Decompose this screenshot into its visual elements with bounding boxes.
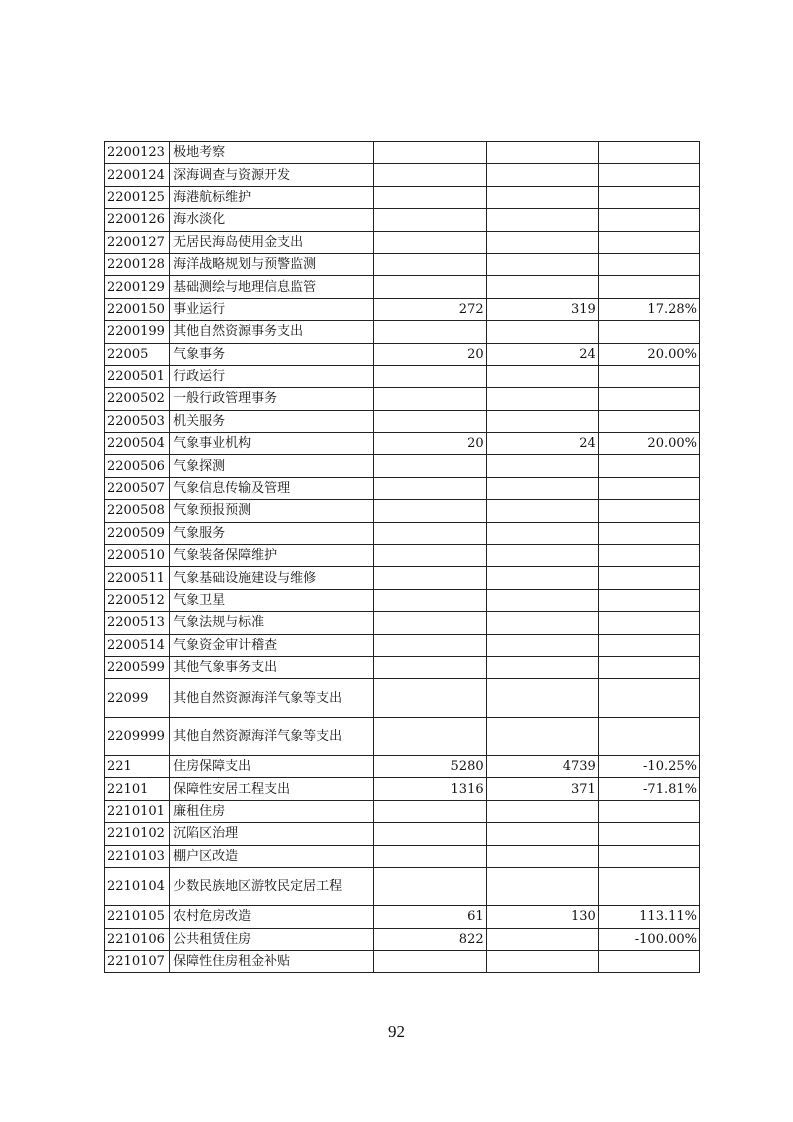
item-code: 2200599	[105, 656, 170, 678]
table-row	[105, 253, 700, 275]
value-curr	[486, 867, 598, 905]
change-percent	[598, 231, 699, 253]
item-name: 其他气象事务支出	[170, 656, 374, 678]
value-curr	[486, 928, 598, 950]
change-percent	[598, 656, 699, 678]
value-prev	[374, 276, 486, 298]
value-prev	[374, 455, 486, 477]
value-prev	[374, 253, 486, 275]
change-percent: -10.25%	[598, 755, 699, 777]
value-prev	[374, 231, 486, 253]
change-percent: 20.00%	[598, 433, 699, 455]
item-code: 2200127	[105, 231, 170, 253]
table-row	[105, 679, 700, 717]
value-prev	[374, 589, 486, 611]
item-name: 气象服务	[170, 522, 374, 544]
item-name: 事业运行	[170, 298, 374, 320]
item-code: 2210101	[105, 800, 170, 822]
table-row	[105, 589, 700, 611]
change-percent	[598, 522, 699, 544]
table-row	[105, 928, 700, 950]
change-percent	[598, 321, 699, 343]
value-curr	[486, 951, 598, 973]
value-prev: 822	[374, 928, 486, 950]
table-row	[105, 522, 700, 544]
item-code: 2210104	[105, 867, 170, 905]
table-row	[105, 388, 700, 410]
item-name: 其他自然资源海洋气象等支出	[170, 717, 374, 755]
value-curr	[486, 589, 598, 611]
item-code: 2209999	[105, 717, 170, 755]
change-percent	[598, 845, 699, 867]
item-code: 2210107	[105, 951, 170, 973]
item-code: 2200502	[105, 388, 170, 410]
table-row	[105, 410, 700, 432]
value-curr	[486, 567, 598, 589]
item-code: 2200129	[105, 276, 170, 298]
item-name: 气象预报预测	[170, 500, 374, 522]
value-prev	[374, 634, 486, 656]
value-curr: 371	[486, 778, 598, 800]
value-curr	[486, 365, 598, 387]
change-percent	[598, 388, 699, 410]
table-row	[105, 845, 700, 867]
item-name: 海洋战略规划与预警监测	[170, 253, 374, 275]
table-row	[105, 455, 700, 477]
item-name: 沉陷区治理	[170, 823, 374, 845]
item-name: 气象探测	[170, 455, 374, 477]
item-code: 2210102	[105, 823, 170, 845]
value-curr: 4739	[486, 755, 598, 777]
value-prev	[374, 500, 486, 522]
value-curr	[486, 656, 598, 678]
item-code: 2200126	[105, 209, 170, 231]
item-name: 廉租住房	[170, 800, 374, 822]
table-row	[105, 867, 700, 905]
table-row	[105, 209, 700, 231]
value-prev	[374, 186, 486, 208]
value-prev	[374, 656, 486, 678]
value-curr	[486, 545, 598, 567]
value-curr: 319	[486, 298, 598, 320]
value-curr	[486, 477, 598, 499]
item-name: 棚户区改造	[170, 845, 374, 867]
value-prev	[374, 951, 486, 973]
item-name: 海港航标维护	[170, 186, 374, 208]
value-curr	[486, 522, 598, 544]
item-name: 公共租赁住房	[170, 928, 374, 950]
item-code: 2210105	[105, 906, 170, 928]
change-percent	[598, 164, 699, 186]
value-prev: 20	[374, 433, 486, 455]
change-percent: -100.00%	[598, 928, 699, 950]
item-code: 2210103	[105, 845, 170, 867]
item-name: 极地考察	[170, 142, 374, 164]
item-code: 2200513	[105, 612, 170, 634]
item-code: 22101	[105, 778, 170, 800]
table-row	[105, 906, 700, 928]
item-name: 气象事务	[170, 343, 374, 365]
item-name: 农村危房改造	[170, 906, 374, 928]
value-prev	[374, 612, 486, 634]
table-row	[105, 823, 700, 845]
value-curr	[486, 186, 598, 208]
value-prev	[374, 679, 486, 717]
table-row	[105, 500, 700, 522]
value-curr	[486, 679, 598, 717]
change-percent	[598, 823, 699, 845]
item-name: 气象法规与标准	[170, 612, 374, 634]
change-percent: 20.00%	[598, 343, 699, 365]
table-row	[105, 545, 700, 567]
table-row	[105, 755, 700, 777]
value-prev	[374, 209, 486, 231]
item-code: 2200199	[105, 321, 170, 343]
item-name: 少数民族地区游牧民定居工程	[170, 867, 374, 905]
value-curr	[486, 845, 598, 867]
table-row	[105, 321, 700, 343]
value-curr	[486, 209, 598, 231]
change-percent: 17.28%	[598, 298, 699, 320]
change-percent	[598, 410, 699, 432]
item-name: 气象事业机构	[170, 433, 374, 455]
change-percent: -71.81%	[598, 778, 699, 800]
item-code: 2200510	[105, 545, 170, 567]
value-prev	[374, 845, 486, 867]
value-prev	[374, 164, 486, 186]
item-code: 2200512	[105, 589, 170, 611]
value-prev: 1316	[374, 778, 486, 800]
item-code: 2200503	[105, 410, 170, 432]
change-percent	[598, 634, 699, 656]
change-percent	[598, 477, 699, 499]
item-name: 保障性安居工程支出	[170, 778, 374, 800]
item-code: 2200501	[105, 365, 170, 387]
change-percent	[598, 500, 699, 522]
item-code: 2200509	[105, 522, 170, 544]
value-curr	[486, 231, 598, 253]
value-curr: 24	[486, 433, 598, 455]
item-code: 2200507	[105, 477, 170, 499]
value-curr: 130	[486, 906, 598, 928]
value-curr	[486, 717, 598, 755]
table-row	[105, 231, 700, 253]
value-curr	[486, 276, 598, 298]
item-name: 气象装备保障维护	[170, 545, 374, 567]
budget-table-body	[105, 142, 700, 973]
table-row	[105, 612, 700, 634]
change-percent	[598, 365, 699, 387]
item-code: 2200128	[105, 253, 170, 275]
value-prev	[374, 522, 486, 544]
page-number: 92	[388, 1022, 405, 1041]
item-code: 2200506	[105, 455, 170, 477]
value-prev	[374, 800, 486, 822]
item-name: 气象信息传输及管理	[170, 477, 374, 499]
item-name: 保障性住房租金补贴	[170, 951, 374, 973]
change-percent	[598, 545, 699, 567]
table-row	[105, 164, 700, 186]
item-code: 2200124	[105, 164, 170, 186]
change-percent	[598, 142, 699, 164]
item-code: 2200150	[105, 298, 170, 320]
change-percent	[598, 589, 699, 611]
item-code: 2200504	[105, 433, 170, 455]
change-percent	[598, 253, 699, 275]
value-prev: 5280	[374, 755, 486, 777]
change-percent	[598, 276, 699, 298]
item-name: 其他自然资源事务支出	[170, 321, 374, 343]
value-prev	[374, 388, 486, 410]
table-row	[105, 800, 700, 822]
value-prev	[374, 545, 486, 567]
table-row	[105, 433, 700, 455]
value-prev: 272	[374, 298, 486, 320]
item-code: 22005	[105, 343, 170, 365]
value-curr	[486, 321, 598, 343]
budget-table	[104, 141, 700, 973]
value-curr	[486, 142, 598, 164]
value-curr	[486, 634, 598, 656]
item-code: 2200514	[105, 634, 170, 656]
table-row	[105, 365, 700, 387]
item-name: 基础测绘与地理信息监管	[170, 276, 374, 298]
value-prev	[374, 321, 486, 343]
value-curr	[486, 410, 598, 432]
item-name: 其他自然资源海洋气象等支出	[170, 679, 374, 717]
value-prev	[374, 717, 486, 755]
change-percent	[598, 867, 699, 905]
change-percent	[598, 612, 699, 634]
value-curr	[486, 500, 598, 522]
change-percent	[598, 455, 699, 477]
value-curr: 24	[486, 343, 598, 365]
table-row	[105, 477, 700, 499]
item-code: 2200508	[105, 500, 170, 522]
change-percent	[598, 717, 699, 755]
value-prev	[374, 365, 486, 387]
change-percent	[598, 951, 699, 973]
value-prev: 61	[374, 906, 486, 928]
change-percent	[598, 800, 699, 822]
item-name: 机关服务	[170, 410, 374, 432]
table-row	[105, 951, 700, 973]
change-percent: 113.11%	[598, 906, 699, 928]
table-row	[105, 778, 700, 800]
change-percent	[598, 209, 699, 231]
item-code: 2200123	[105, 142, 170, 164]
value-curr	[486, 800, 598, 822]
item-code: 2200511	[105, 567, 170, 589]
table-row	[105, 276, 700, 298]
value-curr	[486, 612, 598, 634]
item-name: 一般行政管理事务	[170, 388, 374, 410]
value-prev: 20	[374, 343, 486, 365]
change-percent	[598, 679, 699, 717]
item-name: 气象资金审计稽查	[170, 634, 374, 656]
table-row	[105, 343, 700, 365]
item-name: 深海调查与资源开发	[170, 164, 374, 186]
table-row	[105, 186, 700, 208]
table-row	[105, 298, 700, 320]
item-code: 22099	[105, 679, 170, 717]
item-name: 气象卫星	[170, 589, 374, 611]
value-prev	[374, 867, 486, 905]
item-name: 行政运行	[170, 365, 374, 387]
value-curr	[486, 253, 598, 275]
change-percent	[598, 567, 699, 589]
item-name: 住房保障支出	[170, 755, 374, 777]
value-prev	[374, 823, 486, 845]
value-curr	[486, 823, 598, 845]
value-prev	[374, 477, 486, 499]
item-code: 2200125	[105, 186, 170, 208]
item-code: 2210106	[105, 928, 170, 950]
value-curr	[486, 164, 598, 186]
table-row	[105, 567, 700, 589]
table-row	[105, 142, 700, 164]
value-prev	[374, 567, 486, 589]
item-code: 221	[105, 755, 170, 777]
table-row	[105, 717, 700, 755]
table-row	[105, 634, 700, 656]
value-curr	[486, 455, 598, 477]
item-name: 气象基础设施建设与维修	[170, 567, 374, 589]
value-curr	[486, 388, 598, 410]
table-row	[105, 656, 700, 678]
change-percent	[598, 186, 699, 208]
value-prev	[374, 410, 486, 432]
item-name: 无居民海岛使用金支出	[170, 231, 374, 253]
value-prev	[374, 142, 486, 164]
item-name: 海水淡化	[170, 209, 374, 231]
